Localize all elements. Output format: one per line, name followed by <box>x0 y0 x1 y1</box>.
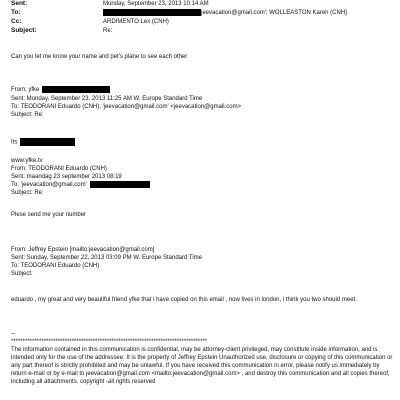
subject-value: Re: <box>103 28 113 34</box>
msg2-to: To: 'jeevacation@gmail.com' <box>11 182 87 189</box>
msg3-from: From: Jeffrey Epstein [mailto:jeevacation@gmail.com] <box>11 247 155 253</box>
cc-value: ARDIMENTO Lex (CNH) <box>103 19 169 25</box>
plese-line: Plese send me your number <box>11 212 87 218</box>
signature-dashes: -- <box>11 331 15 337</box>
eduardo-paragraph: eduardo , my great and very beautiful friend yfke that i have copied on this email , now lives in london, i think you two should meet. <box>11 297 357 303</box>
msg3-subject: Subject: <box>11 271 33 277</box>
redaction-box <box>42 86 110 93</box>
msg2-subject: Subject: Re: <box>11 190 44 196</box>
to-label: To: <box>11 9 21 16</box>
msg2-sent: Sent: maandag 23 september 2013 08:19 <box>11 174 122 180</box>
msg2-site: www.yfke.tv <box>11 158 43 164</box>
sent-label: Sent: <box>11 0 28 7</box>
msg3-to: To: TEODORANI Eduardo (CNH) <box>11 263 100 269</box>
cc-label: Cc: <box>11 18 22 25</box>
redaction-box <box>20 138 75 146</box>
msg1-from-line <box>11 86 110 94</box>
its-line <box>11 138 75 147</box>
opening-line: Can you let me know your name and pet's plane to see each other <box>11 54 188 60</box>
subject-label: Subject: <box>11 27 37 34</box>
to-value-wrap <box>103 9 347 17</box>
its-text: Its <box>11 139 18 146</box>
redaction-box <box>90 181 150 188</box>
stars-line: ************************************************************************************ <box>11 339 208 345</box>
msg1-to: To: TEODORANI Eduardo (CNH); 'jeevacation@gmail.com' <jeevacation@gmail.com> <box>11 104 242 110</box>
msg2-to-line <box>11 181 150 189</box>
msg1-subject: Subject: Re: <box>11 112 44 118</box>
to-value: jeevacation@gmail.com'; WOLLEASTON Karen (CNH) <box>201 10 348 17</box>
msg1-sent: Sent: Monday, September 23, 2013 11:25 AM W. Europe Standard Time <box>11 96 203 102</box>
redaction-box <box>103 9 201 16</box>
msg2-from: From: TEODORANI Eduardo (CNH) <box>11 166 107 172</box>
msg1-from: From: yfke <box>11 87 40 94</box>
disclaimer-paragraph: The information contained in this communication is confidential, may be attorney-client privileged, may constitute inside information, and is intended only for the use of the addressee. It is the property of Jeffrey Epstein Unauthorized use, disclosure or copying of this communication or any part thereof is strictly prohibited and may be unlawful. If you have received this communication in error, please notify us immediately by return e-mail or by e-mail to jeevacation@gmail.com <mailto:jeevacation@gmail.com> , and destroy this communication and all copies thereof, including all attachments. copyright -all rights reserved <box>11 347 393 385</box>
sent-value: Monday, September 23, 2013 10:14 AM <box>103 1 209 7</box>
msg3-sent: Sent: Sunday, September 22, 2013 03:09 PM W. Europe Standard Time <box>11 255 203 261</box>
